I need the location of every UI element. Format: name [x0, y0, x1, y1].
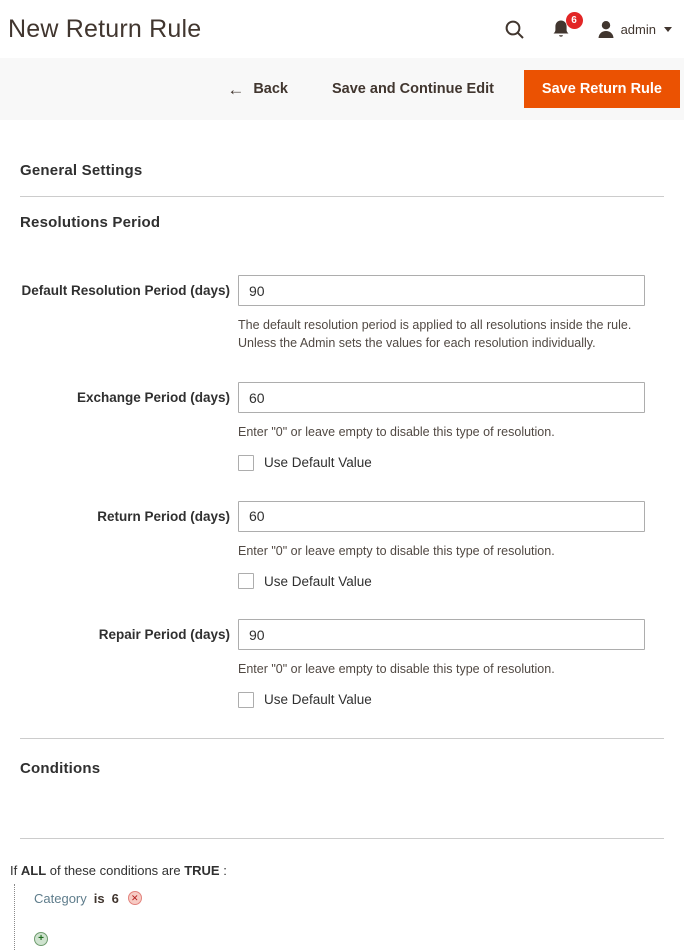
page-title: New Return Rule — [8, 14, 202, 43]
header-actions — [504, 14, 674, 40]
condition-row — [34, 891, 684, 906]
field-label: Repair Period (days) — [98, 627, 230, 642]
notification-badge: 6 — [566, 12, 583, 29]
field-note: The default resolution period is applied to all resolutions inside the rule. Unless the Admin sets the values for each resolution individually. — [238, 318, 632, 350]
user-icon — [597, 20, 615, 39]
save-and-continue-button[interactable]: Save and Continue Edit — [331, 81, 494, 97]
section-divider — [20, 196, 664, 197]
back-button[interactable] — [227, 81, 288, 98]
notifications-button[interactable] — [551, 14, 577, 40]
main-content — [0, 162, 684, 950]
default-resolution-period-input[interactable] — [238, 275, 645, 306]
field-label: Default Resolution Period (days) — [21, 283, 230, 298]
field-note: Enter "0" or leave empty to disable this type of resolution. — [238, 662, 555, 676]
remove-condition-icon[interactable]: ✕ — [128, 891, 142, 905]
field-label: Return Period (days) — [97, 508, 230, 524]
condition-value[interactable]: 6 — [111, 890, 119, 906]
back-button-label: Back — [253, 81, 288, 97]
field-exchange-period — [0, 382, 684, 471]
conditions-value[interactable]: TRUE — [184, 862, 220, 878]
page-actions-toolbar — [0, 58, 684, 120]
field-default-resolution-period — [0, 275, 684, 352]
page-header — [0, 0, 684, 58]
field-note: Enter "0" or leave empty to disable this type of resolution. — [238, 543, 555, 558]
conditions-middle-text: of these conditions are — [49, 862, 181, 878]
resolutions-form — [0, 275, 684, 708]
conditions-sentence — [10, 863, 684, 878]
condition-attribute[interactable]: Category — [34, 890, 87, 906]
conditions-colon: : — [223, 862, 227, 878]
admin-username: admin — [620, 21, 656, 37]
repair-period-input[interactable] — [238, 619, 645, 650]
back-arrow-icon: ← — [227, 79, 245, 99]
return-period-input[interactable] — [238, 501, 645, 532]
condition-operator[interactable]: is — [93, 890, 105, 906]
use-default-checkbox[interactable] — [238, 692, 254, 708]
conditions-tree — [10, 863, 684, 950]
field-label: Exchange Period (days) — [76, 390, 230, 405]
save-return-rule-button[interactable]: Save Return Rule — [524, 70, 680, 108]
general-settings-heading: General Settings — [20, 162, 143, 179]
field-note: Enter "0" or leave empty to disable this type of resolution. — [238, 425, 555, 439]
use-default-checkbox[interactable] — [238, 455, 254, 471]
conditions-aggregator[interactable]: ALL — [20, 862, 47, 878]
field-repair-period — [0, 619, 684, 708]
use-default-checkbox[interactable] — [238, 573, 254, 589]
use-default-checkbox-label[interactable]: Use Default Value — [264, 455, 372, 470]
conditions-heading: Conditions — [20, 759, 101, 777]
use-default-checkbox-label[interactable]: Use Default Value — [264, 573, 372, 589]
field-return-period — [0, 501, 684, 590]
section-divider — [20, 738, 664, 739]
chevron-down-icon — [664, 27, 672, 32]
conditions-children — [14, 884, 684, 950]
admin-menu[interactable] — [597, 20, 672, 39]
search-icon — [504, 19, 525, 40]
add-condition-icon[interactable]: + — [34, 932, 48, 946]
resolutions-period-heading: Resolutions Period — [20, 214, 161, 231]
use-default-checkbox-label[interactable]: Use Default Value — [264, 692, 372, 707]
exchange-period-input[interactable] — [238, 382, 645, 413]
section-divider — [20, 838, 664, 839]
search-button[interactable] — [504, 19, 525, 40]
conditions-if-text: If — [10, 862, 18, 878]
